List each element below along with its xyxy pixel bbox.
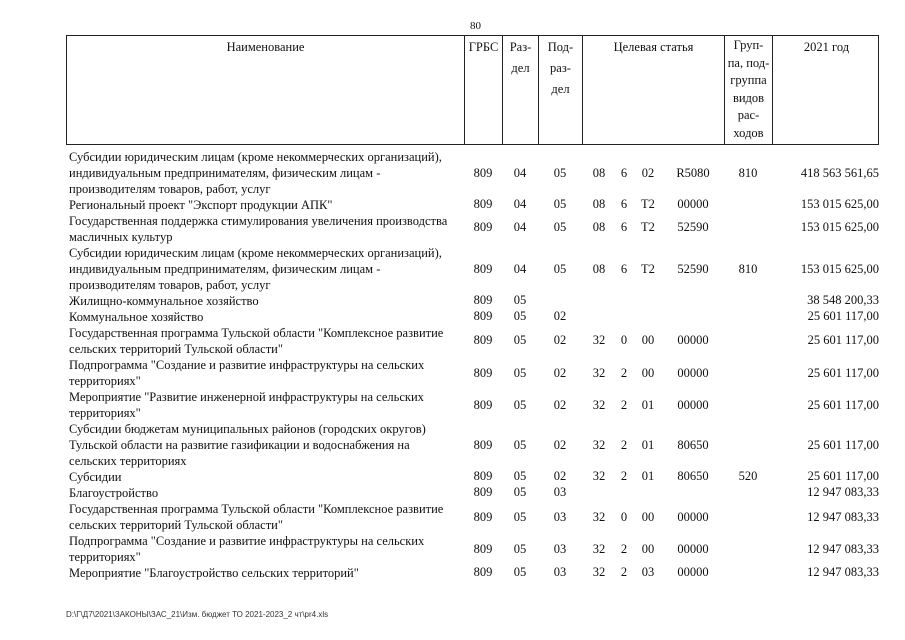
cell-c2: 2	[620, 469, 628, 483]
cell-c3: T2	[641, 197, 655, 211]
cell-c1: 32	[592, 510, 606, 524]
cell-c2: 2	[620, 542, 628, 556]
header-gruppa-vidov-rashodov: Груп- па, под- группа видов рас- ходов	[725, 36, 773, 144]
header-grbs: ГРБС	[465, 36, 503, 144]
cell-amount: 12 947 083,33	[807, 565, 879, 579]
cell-amount: 25 601 117,00	[807, 309, 879, 323]
cell-grbs: 809	[473, 293, 493, 307]
cell-c4: 00000	[677, 366, 709, 380]
cell-grbs: 809	[473, 398, 493, 412]
cell-pr: 02	[553, 333, 567, 347]
header-razdel: Раз- дел	[503, 36, 539, 144]
cell-pr: 05	[553, 197, 567, 211]
cell-pr: 05	[553, 220, 567, 234]
cell-pr: 03	[553, 565, 567, 579]
cell-c3: 03	[641, 565, 655, 579]
cell-grbs: 809	[473, 469, 493, 483]
cell-c4: 00000	[677, 542, 709, 556]
cell-grbs: 809	[473, 166, 493, 180]
cell-c4: 00000	[677, 510, 709, 524]
cell-amount: 12 947 083,33	[807, 542, 879, 556]
cell-c1: 32	[592, 469, 606, 483]
cell-c2: 6	[620, 220, 628, 234]
cell-c4: 00000	[677, 197, 709, 211]
page-number: 80	[470, 20, 481, 32]
cell-pr: 05	[553, 166, 567, 180]
cell-amount: 25 601 117,00	[807, 398, 879, 412]
header-podrazdel: Под- раз- дел	[539, 36, 583, 144]
cell-rz: 04	[513, 262, 527, 276]
cell-c3: 01	[641, 438, 655, 452]
cell-rz: 05	[513, 398, 527, 412]
cell-c2: 2	[620, 366, 628, 380]
cell-c2: 6	[620, 197, 628, 211]
cell-amount: 25 601 117,00	[807, 469, 879, 483]
row-name: Субсидии бюджетам муниципальных районов (городских округов) Тульской области на развитие газификации и водоснабжения на сельских территориях	[69, 422, 426, 468]
row-name: Государственная программа Тульской области "Комплексное развитие сельских территорий Тульской области"	[69, 326, 444, 356]
header-year: 2021 год	[803, 40, 850, 54]
cell-c2: 0	[620, 333, 628, 347]
cell-c1: 32	[592, 542, 606, 556]
cell-c2: 6	[620, 262, 628, 276]
row-name: Подпрограмма "Создание и развитие инфраструктуры на сельских территориях"	[69, 358, 425, 388]
cell-grbs: 809	[473, 485, 493, 499]
cell-vr: 810	[738, 262, 758, 276]
cell-rz: 04	[513, 220, 527, 234]
cell-grbs: 809	[473, 565, 493, 579]
cell-c3: 00	[641, 333, 655, 347]
cell-rz: 05	[513, 485, 527, 499]
cell-pr: 02	[553, 469, 567, 483]
header-celevaya-statya: Целевая статья	[583, 36, 725, 144]
cell-grbs: 809	[473, 333, 493, 347]
cell-c4: 00000	[677, 333, 709, 347]
cell-c3: 00	[641, 510, 655, 524]
cell-c4: 00000	[677, 565, 709, 579]
row-name: Государственная поддержка стимулирования увеличения производства масличных культур	[69, 214, 448, 244]
cell-c4: 80650	[677, 438, 709, 452]
cell-grbs: 809	[473, 366, 493, 380]
cell-pr: 02	[553, 309, 567, 323]
cell-pr: 02	[553, 438, 567, 452]
row-name: Благоустройство	[69, 486, 159, 500]
cell-c4: 52590	[677, 262, 709, 276]
cell-c3: 00	[641, 542, 655, 556]
cell-rz: 05	[513, 510, 527, 524]
cell-c2: 2	[620, 438, 628, 452]
cell-c1: 08	[592, 197, 606, 211]
cell-amount: 12 947 083,33	[807, 485, 879, 499]
cell-amount: 25 601 117,00	[807, 438, 879, 452]
cell-amount: 25 601 117,00	[807, 366, 879, 380]
cell-rz: 05	[513, 333, 527, 347]
cell-c1: 32	[592, 565, 606, 579]
cell-c1: 32	[592, 438, 606, 452]
cell-rz: 05	[513, 366, 527, 380]
cell-amount: 153 015 625,00	[800, 197, 879, 211]
cell-c2: 2	[620, 565, 628, 579]
cell-c1: 08	[592, 220, 606, 234]
cell-rz: 05	[513, 293, 527, 307]
cell-c3: 01	[641, 398, 655, 412]
cell-amount: 153 015 625,00	[800, 262, 879, 276]
cell-pr: 02	[553, 398, 567, 412]
cell-grbs: 809	[473, 262, 493, 276]
cell-c3: T2	[641, 220, 655, 234]
row-name: Жилищно-коммунальное хозяйство	[69, 294, 259, 308]
cell-grbs: 809	[473, 197, 493, 211]
cell-c1: 08	[592, 166, 606, 180]
row-name: Субсидии юридическим лицам (кроме некоммерческих организаций), индивидуальным предпринимателям, физическим лицам - производителям товаров, работ, услуг	[69, 246, 442, 292]
cell-rz: 05	[513, 542, 527, 556]
cell-rz: 05	[513, 438, 527, 452]
cell-amount: 153 015 625,00	[800, 220, 879, 234]
cell-amount: 38 548 200,33	[807, 293, 879, 307]
cell-c3: T2	[641, 262, 655, 276]
row-name: Государственная программа Тульской области "Комплексное развитие сельских территорий Тульской области"	[69, 502, 444, 532]
row-name: Региональный проект "Экспорт продукции АПК"	[69, 198, 333, 212]
cell-c4: R5080	[676, 166, 710, 180]
row-name: Мероприятие "Благоустройство сельских территорий"	[69, 566, 359, 580]
cell-c2: 2	[620, 398, 628, 412]
cell-grbs: 809	[473, 510, 493, 524]
cell-pr: 03	[553, 485, 567, 499]
cell-c4: 52590	[677, 220, 709, 234]
cell-vr: 810	[738, 166, 758, 180]
cell-rz: 05	[513, 565, 527, 579]
cell-amount: 418 563 561,65	[800, 166, 879, 180]
cell-rz: 04	[513, 166, 527, 180]
cell-vr: 520	[738, 469, 758, 483]
cell-rz: 05	[513, 469, 527, 483]
cell-pr: 03	[553, 510, 567, 524]
cell-pr: 02	[553, 366, 567, 380]
cell-amount: 25 601 117,00	[807, 333, 879, 347]
cell-rz: 04	[513, 197, 527, 211]
cell-rz: 05	[513, 309, 527, 323]
row-name: Субсидии юридическим лицам (кроме некоммерческих организаций), индивидуальным предпринимателям, физическим лицам - производителям товаров, работ, услуг	[69, 150, 442, 196]
row-name: Подпрограмма "Создание и развитие инфраструктуры на сельских территориях"	[69, 534, 425, 564]
header-name: Наименование	[67, 36, 465, 144]
row-name: Мероприятие "Развитие инженерной инфраструктуры на сельских территориях"	[69, 390, 424, 420]
cell-c2: 0	[620, 510, 628, 524]
cell-c1: 32	[592, 333, 606, 347]
cell-c3: 01	[641, 469, 655, 483]
cell-grbs: 809	[473, 438, 493, 452]
cell-amount: 12 947 083,33	[807, 510, 879, 524]
cell-c1: 32	[592, 366, 606, 380]
cell-c1: 32	[592, 398, 606, 412]
cell-pr: 03	[553, 542, 567, 556]
cell-c3: 00	[641, 366, 655, 380]
file-path-footer: D:\Г\Д7\2021\ЗАКОНЫ\ЗАС_21\Изм. бюджет ТО 2021-2023_2 чт\pr4.xls	[66, 610, 329, 619]
row-name: Коммунальное хозяйство	[69, 310, 204, 324]
cell-grbs: 809	[473, 542, 493, 556]
cell-c2: 6	[620, 166, 628, 180]
cell-grbs: 809	[473, 220, 493, 234]
cell-c4: 00000	[677, 398, 709, 412]
cell-grbs: 809	[473, 309, 493, 323]
row-name: Субсидии	[69, 470, 122, 484]
cell-pr: 05	[553, 262, 567, 276]
cell-c4: 80650	[677, 469, 709, 483]
cell-c3: 02	[641, 166, 655, 180]
table-header	[66, 35, 879, 145]
cell-c1: 08	[592, 262, 606, 276]
